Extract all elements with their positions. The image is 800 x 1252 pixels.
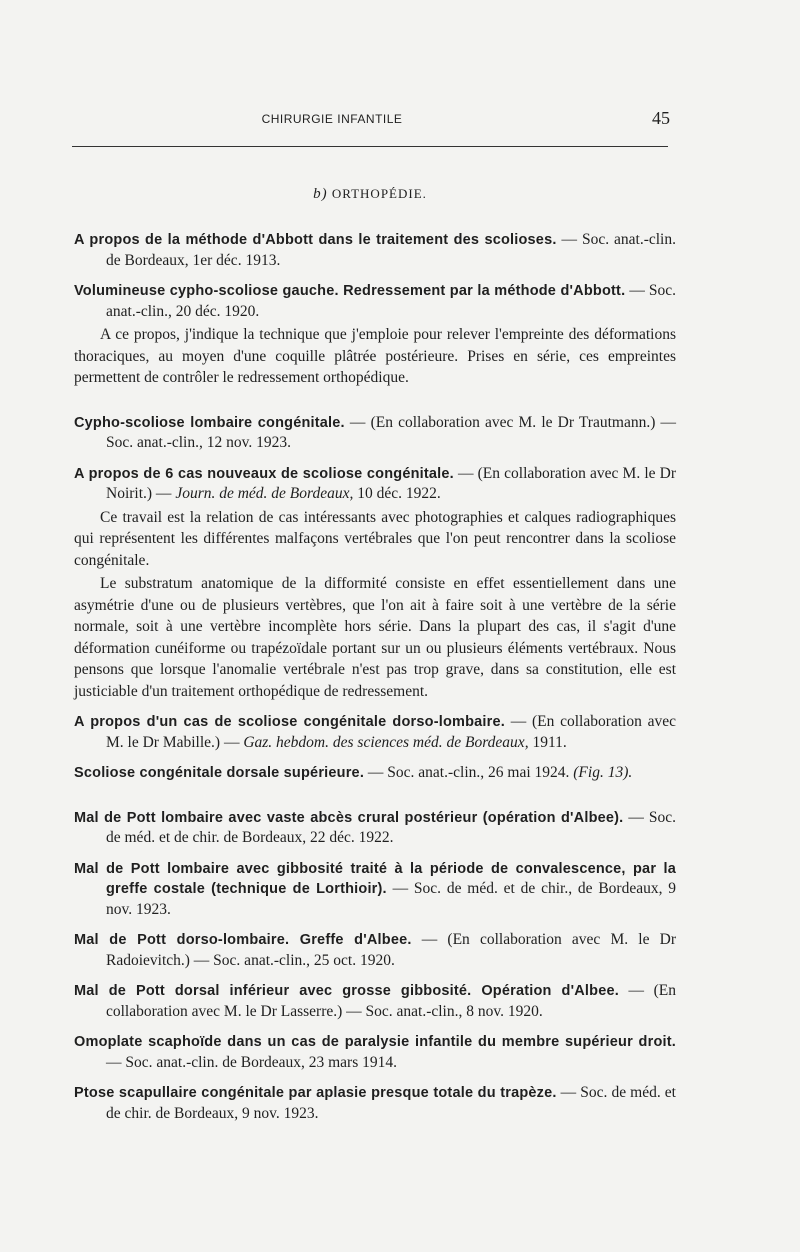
- entry-citation: [74, 281, 676, 322]
- entry-journal: Journ. de méd. de Bordeaux,: [175, 485, 354, 502]
- entry-citation: [74, 413, 676, 454]
- entry-abstract: A ce propos, j'indique la technique que j'emploie pour relever l'empreinte des déformations thoraciques, au moyen d'une coquille plâtrée postérieure. Prises en série, ces empreintes permettent de contrôler le redressement orthopédique.: [74, 326, 676, 386]
- bibliography-entry: [74, 281, 676, 389]
- entry-citation: [74, 230, 676, 271]
- entry-title: Volumineuse cypho-scoliose gauche. Redressement par la méthode d'Abbott.: [74, 283, 626, 299]
- bibliography-entry: [74, 413, 676, 454]
- page-header: [72, 108, 672, 130]
- bibliography-entry: [74, 1032, 676, 1073]
- bibliography-entry: [74, 808, 676, 849]
- entry-abstract: Le substratum anatomique de la difformité consiste en effet essentiellement dans une asymétrie d'une ou de plusieurs vertèbres, que l'on ait à faire soit à une vertèbre de la série normale, soit à une vertèbre incomplète hors série. Dans la plupart des cas, il s'agit d'une déformation cunéiforme ou trapézoïdale portant sur un ou plusieurs éléments vertébraux. Nous pensons que lorsque l'anomalie vertébrale n'est pas trop grave, dans sa constitution, elle est justiciable d'un traitement orthopédique de redressement.: [74, 575, 676, 700]
- entry-title: A propos de la méthode d'Abbott dans le traitement des scolioses.: [74, 232, 557, 248]
- bibliography-entry: [74, 230, 676, 271]
- bibliography-entry: [74, 859, 676, 921]
- entry-reference: — (En collaboration avec M. le Dr Lasserre.) — Soc. anat.-clin., 8 nov. 1920.: [106, 982, 677, 1020]
- entry-reference: — Soc. de méd. et de chir. de Bordeaux, 9 nov. 1923.: [106, 1084, 676, 1122]
- bibliography-entry: [74, 763, 676, 784]
- entry-journal: (Fig. 13).: [573, 764, 633, 781]
- entry-reference: — Soc. anat.-clin., 20 déc. 1920.: [106, 282, 676, 320]
- entry-journal: Gaz. hebdom. des sciences méd. de Bordeaux,: [243, 733, 529, 751]
- entry-citation: [74, 808, 676, 849]
- entry-title: Mal de Pott lombaire avec gibbosité traité à la période de convalescence, par la greffe costale (technique de Lorthioir).: [74, 860, 676, 897]
- entry-citation: [74, 981, 676, 1022]
- entry-reference: — Soc. de méd. et de chir. de Bordeaux, 22 déc. 1922.: [106, 808, 676, 846]
- entry-title: Mal de Pott dorso-lombaire. Greffe d'Albee.: [74, 932, 412, 948]
- entry-citation: [74, 464, 676, 505]
- entry-title: Cypho-scoliose lombaire congénitale.: [74, 414, 345, 431]
- entry-title: Omoplate scaphoïde dans un cas de paralysie infantile du membre supérieur droit.: [74, 1034, 676, 1050]
- entry-citation: [74, 1032, 676, 1073]
- page-number: 45: [652, 108, 670, 128]
- bibliography-entry: [74, 981, 676, 1022]
- bibliography-entry: [74, 1083, 676, 1124]
- entry-title: Ptose scapullaire congénitale par aplasie presque totale du trapèze.: [74, 1085, 557, 1101]
- entry-citation: [74, 763, 676, 784]
- entry-reference: — (En collaboration avec M. le Dr Trautmann.) — Soc. anat.-clin., 12 nov. 1923.: [106, 413, 676, 451]
- entry-reference: — Soc. anat.-clin. de Bordeaux, 1er déc. 1913.: [106, 231, 676, 269]
- entry-title: A propos de 6 cas nouveaux de scoliose congénitale.: [74, 465, 454, 482]
- entry-citation: [74, 1083, 676, 1124]
- bibliography-entry: [74, 712, 676, 753]
- entry-title: Scoliose congénitale dorsale supérieure.: [74, 765, 365, 781]
- entry-reference: — (En collaboration avec M. le Dr Radoievitch.) — Soc. anat.-clin., 25 oct. 1920.: [106, 931, 676, 969]
- entry-reference-date: 10 déc. 1922.: [353, 485, 441, 502]
- entry-reference: — (En collaboration avec M. le Dr Mabille.) —: [106, 713, 676, 751]
- bibliography-entry: [74, 930, 676, 971]
- running-title: CHIRURGIE INFANTILE: [261, 112, 403, 126]
- entry-reference: — Soc. anat.-clin., 26 mai 1924.: [364, 764, 574, 781]
- entry-citation: [74, 712, 676, 753]
- entry-citation: [74, 930, 676, 971]
- section-letter: b): [313, 186, 328, 202]
- bibliography-entry: [74, 464, 676, 703]
- entry-reference: — Soc. de méd. et de chir., de Bordeaux, 9 nov. 1923.: [106, 880, 677, 918]
- spacer: [74, 794, 676, 808]
- bibliography-list: [74, 230, 676, 1134]
- entry-title: A propos d'un cas de scoliose congénitale dorso-lombaire.: [74, 714, 505, 730]
- entry-title: Mal de Pott lombaire avec vaste abcès crural postérieur (opération d'Albee).: [74, 809, 624, 826]
- section-label: ORTHOPÉDIE.: [331, 186, 427, 201]
- header-rule: [72, 146, 668, 147]
- entry-title: Mal de Pott dorsal inférieur avec grosse gibbosité. Opération d'Albee.: [74, 983, 619, 999]
- spacer: [74, 399, 676, 413]
- entry-reference-date: 1911.: [528, 733, 567, 751]
- entry-abstract: Ce travail est la relation de cas intéressants avec photographies et calques radiographiques qui représentent les différentes malfaçons vertébrales que l'on peut rencontrer dans la scoliose congénitale.: [74, 508, 676, 569]
- entry-citation: [74, 859, 676, 921]
- entry-reference: — Soc. anat.-clin. de Bordeaux, 23 mars 1914.: [106, 1053, 397, 1071]
- entry-reference: — (En collaboration avec M. le Dr Noirit.) —: [106, 464, 676, 502]
- section-heading: [0, 186, 740, 203]
